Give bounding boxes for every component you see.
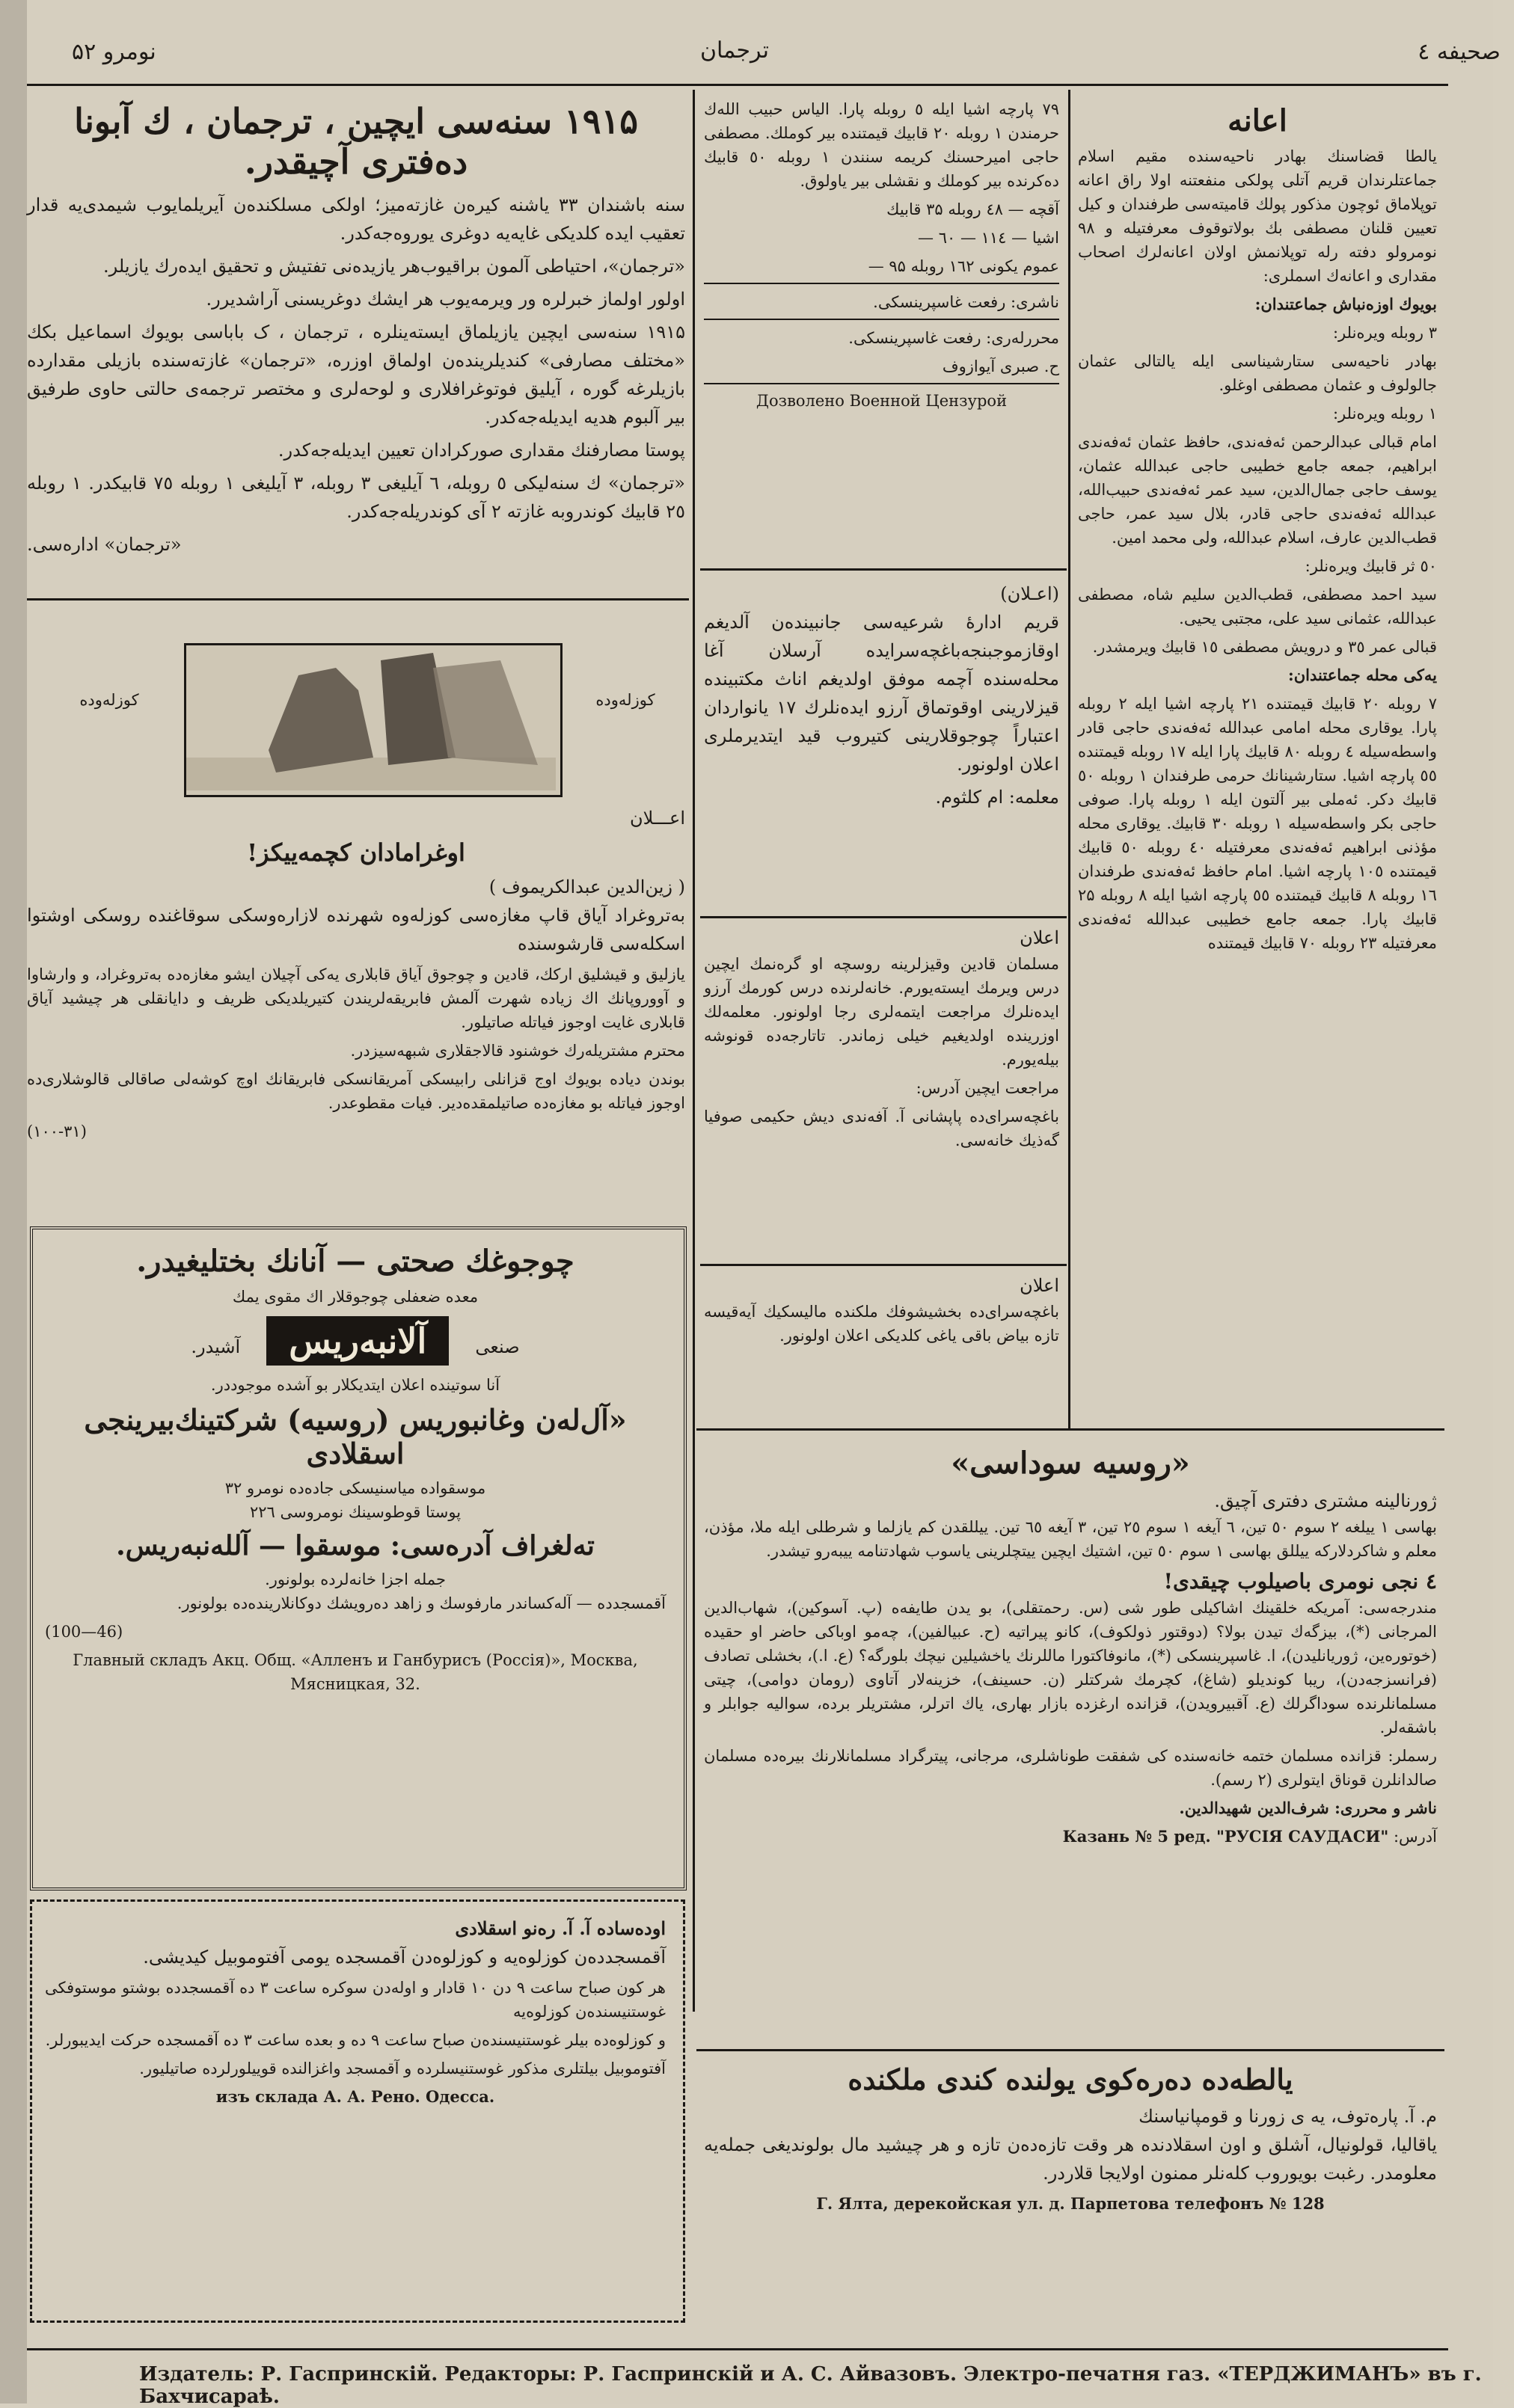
middle-ad-2-text: مسلمان قادین وقیزلرینه روسچه او گره‌نمك ایچین درس ویرمك ایسته‌یورم. خانه‌لرنده درس کورمك آرزو ایده‌نلرك مراجعت ایتمه‌لری رجا اولونور. معلمه‌لك اوزرینده اولدیغیم خیلی زماندر. تاتارجه‌ده قونوشه‌ بیله‌یورم.	[704, 955, 1059, 1069]
cocoa-ad-addr2: پوستا قوطوسینك نومروسی ۲۲٦	[249, 1503, 462, 1521]
rus-sauda-title: «روسیه سوداسی»	[951, 1446, 1190, 1481]
cocoa-ad-addr1: موسقواده میاسنیسکی جاده‌ده نومرو ۳۲	[224, 1479, 486, 1497]
shoe-illustration	[184, 643, 563, 797]
shoe-ad-code: (۱۰۰-۳۱)	[27, 1122, 87, 1140]
rule-middle-3	[700, 1264, 1067, 1266]
issue-number: نومرو ۵۲	[72, 39, 156, 65]
donations-l3-text: سید احمد مصطفی، قطب‌الدین سلیم شاه، مصطفی عبدالله، عثمانی سید علی، مجتبی یحیی.	[1078, 586, 1437, 627]
middle-ad-1	[704, 580, 1059, 816]
cocoa-ad-p1: آنا سوتینده اعلان ایتدیکلار بو آشده موجوددر.	[210, 1376, 500, 1394]
paper-name: ترجمان	[700, 37, 769, 64]
rule-yalta-top	[696, 2049, 1444, 2051]
middle-ad-3-heading: اعلان	[1020, 1275, 1059, 1296]
subscription-p2: «ترجمان»، احتیاطی آلمون براقیوب‌هر یازیده‌نی تفتیش و تحقیق ایده‌رك یازیلر.	[103, 256, 685, 277]
yalta-ad-sub: م. آ. پاره‌توف، یه ی زورنا و قومپانیاسنك	[1138, 2106, 1437, 2127]
shoe-ad-p2: یازلیق و قیشلیق ارکك، قادین و چوجوق آیاق قابلاری یه‌کی آچیلان ایشو مغازه‌ده به‌تروغراد، و وارشاوا و آووروپانك اك زیاده شهرت آلمش فابریقه‌لریندن کتیریلدیکی ظریف و دایانقلی هر چیشید آیاق قابلاری غایت اوجوز فیاتله صاتیلور.	[27, 965, 685, 1031]
editor-2: ح. صبری آیوازوف	[942, 357, 1059, 375]
middle-ad-1-sign: معلمه: ام کلثوم.	[935, 787, 1059, 808]
donation-sum-cash: آقچه — ٤٨ روبله ۳۵ قابیك	[886, 200, 1059, 218]
shoe-ad	[27, 804, 685, 1148]
donations-sub1: بویوك اوزه‌نباش جماعتندان:	[1254, 295, 1437, 313]
publisher-label: ناشری:	[1011, 293, 1059, 311]
middle-ad-2-heading: اعلان	[1020, 927, 1059, 948]
rule-rus-sauda-top	[696, 1428, 1444, 1431]
column-rule-left	[693, 90, 695, 2012]
middle-ad-1-text: قریم اداره‌ٔ شرعیه‌سی جانبینده‌ن آلدیغم اوقازموجبنجه‌باغچه‌سرایده آرسلان آغا محله‌سنده آچمه موفق اولدیغم اناث مکتبینده قیزلارینی اوقوتماق آرزو ایده‌نلرك ۱۷ یانواردان اعتباراً چوجوقلارینی کتیروب قید ایتدیرملری اعلان اولونور.	[704, 612, 1060, 775]
middle-ad-1-heading: (اعـلان)	[1000, 583, 1059, 604]
allenburys-logo: آلانبه‌ریس	[266, 1316, 449, 1366]
cocoa-ad-p3: آقمسجدده — آله‌کساندر مارفوسك و زاهد ده‌رویشك دوکانلارینده‌ده بولونور.	[177, 1594, 666, 1612]
subscription-p4: ۱۹۱۵ سنه‌سی ایچین یازیلماق ایسته‌ینلره ، ترجمان ، ک باباسی بویوك اسماعیل بکك «مختلف مصارفی» کندیلرینده‌ن اولماق اوزره، «ترجمان» غازته‌سنده بازیلی مقدارده بازیلرغه گوره ، آیلیق فوتوغرافلاری و لوحه‌لری و مختصر ترجمه‌ی حالتی حاوی طرفیق بیر آلبوم هدیه ایدیله‌جه‌کدر.	[27, 322, 685, 428]
middle-ad-3	[704, 1271, 1059, 1352]
shoe-ad-p3: محترم مشتریله‌رك خوشنود قالاجقلاری شبهه‌سیزدر.	[350, 1042, 685, 1060]
newspaper-page	[27, 0, 1501, 2408]
rus-sauda-p2: مندرجه‌سی: آمریکه‌ خلقینك اشاکیلی طور شی (س. رحمتقلی)، بو یدن طایفه‌ه (پ. آسوكین)، شهاب‌الدین المرجانی (*)، بیزگه‌ك تیدن بولا؟ (دوقتور ذولكوف)، کانو پیراتیه (ح. عبیالفین)، چه‌مو اوباکی حاضر او حقیده (خوتوره‌ین، ژوریانلیدن)، ا. غاسپرینسکی (*)، مانوفاکتورا ماللرنك یاخشیلین نیچك بلورگه؟ (ع. ا.)، بخشلی تصادف (فرانسزجه‌دن)، ریبا کوندیلو (شاغ)، کچرمك شرکتلر (ن. حسینف)، خزینه‌لار آتاوی (رومان دوامی)، چیتی مسلمانلرنده سوداگرلك (ع. آقبیرویدن)، قزانده ارغزده بازار بهاری، یاك اترلر، مشتریلر برده، سوالیه جوابلر و باشقه‌لر.	[704, 1599, 1437, 1736]
rus-sauda-p4: ناشر و محرری: شرف‌الدین شهیدالدین.	[1179, 1799, 1437, 1817]
cocoa-ad-title: چوجوغك صحتی — آنانك بختلیغیدر.	[136, 1244, 574, 1279]
shoe-ad-name: ( زین‌الدین عبدالکریموف )	[488, 876, 685, 897]
donations-title: اعانه	[1228, 103, 1287, 138]
censor-note: Дозволено Военной Цензурой	[756, 392, 1008, 410]
rus-sauda-p3: رسملر: قزانده مسلمان ختمه خانه‌سنده کی شفقت طوناشلری، مرجانی، پیترگراد مسلمانلارنك بیره‌ده مسلمان صالدانلرن قوناق ایتولری (۲ رسم).	[704, 1747, 1437, 1789]
subscription-p3: اولور اولماز خبرلره ور ویرمه‌یوب هر ایشك دوغریسنی آراشدیرر.	[206, 289, 685, 310]
yalta-ad-ru-addr: Г. Ялта, дерекойская ул. д. Парпетова телефонъ № 128	[816, 2194, 1325, 2213]
auto-ad-p4: آفتوموبیل بیلتلری مذکور غوستنیسلرده و آقمسجد واغزالنده قوییلورلرده صاتیلیور.	[139, 2060, 666, 2077]
imprint-footer: Издатель: Р. Гаспринскій. Редакторы: Р. Гаспринскій и А. С. Айвазовъ. Электро-печатня газ. «ТЕРДЖИМАНЪ» въ г. Бахчисараѣ.	[139, 2363, 1482, 2408]
donations-l1-text: بهادر ناحیه‌سی ستارشیناسی ایله یالتالی عثمان جالولوف و عثمان مصطفی اوغلو.	[1078, 352, 1437, 394]
subscription-p6: «ترجمان» ك سنه‌لیكی ٥ روبله، ٦ آیلیغی ۳ روبله، ۳ آیلیغی ۱ روبله ۷٥ قابیکدر. ۱ روبله ۲٥ قابیك کوندروبه غازته ۲ آی کوندریله‌جه‌کدر.	[27, 473, 685, 522]
donation-sum-total: عموم یکونی ۱٦۲ روبله ۹۵ —	[868, 257, 1059, 275]
subscription-p1: سنه باشندان ۳۳ یاشنه کیره‌ن غازته‌میز؛ اولکی مسلکنده‌ن آیریلمایوب شیمدی‌یه قدار تعقیب ایده کلدیکی غایه‌یه دوغری یوروه‌جه‌کدر.	[27, 194, 685, 244]
shoe-ad-p1: به‌تروغراد آیاق قاپ مغازه‌سی کوزله‌وه شهرنده لازارەوسکی سوقاغنده روسكی اوشتوا اسکله‌سی قارشوسنده	[27, 905, 685, 954]
donations-l2-text: امام قبالی عبدالرحمن ئه‌فه‌ندی، حافظ عثمان ئه‌فه‌ندی ابراهیم، جمعه جامع خطیبی حاجی عبدالله عثمان، یوسف حاجی جمال‌الدین، سید عمر ئه‌فه‌ندی حبیب‌الله، عبدالله ئه‌فه‌ندی حاجی قادر، بلال سید عمر، حاجی قطب‌الدین عارف، اسلام عبدالله، ولی محمد امین.	[1078, 433, 1437, 547]
auto-ad-p2: هر کون صباح ساعت ۹ دن ۱۰ قادار و اوله‌دن سوکره ساعت ۳ ده آقمسجدده بوشتو موستوفکی غوستنیسنده‌ن کوزلوه‌یه	[45, 1979, 666, 2021]
rule-middle-1	[700, 568, 1067, 571]
rus-sauda-sub: ژورنالینه مشتری دفتری آچیق.	[1214, 1490, 1437, 1511]
cocoa-ad-code: (46—100)	[45, 1623, 123, 1641]
cocoa-ad-right-word: صنعی	[475, 1336, 520, 1357]
cocoa-ad-ru-line: Главный складъ Акц. Общ. «Алленъ и Ганбурисъ (Россія)», Москва, Мясницкая, 32.	[73, 1651, 638, 1693]
cocoa-ad-sub: معده ضعفلی چوجوقلار اك مقوی یمك	[232, 1288, 479, 1306]
donation-continued: ۷۹ پارچه اشیا ایله ٥ روبله پارا. الیاس حبیب الله‌ك حرمندن ۱ روبله ۲۰ قابیك قیمتنده بیر کوملك. مصطفی حاجی امیرحسنك کریمه سنندن ۱ روبله ٥۰ قابیك ده‌کرنده بیر کوملك و نقشلی بیر یاولوق.	[704, 100, 1059, 190]
middle-ad-2	[704, 924, 1059, 1157]
donations-l4: قبالی عمر ۳٥ و درویش مصطفی ۱٥ قابیك ویرمشدر.	[1092, 638, 1437, 656]
donations-l3: ٥۰ ثر قابیك ویره‌نلر:	[1305, 557, 1437, 575]
middle-column-top	[704, 97, 1059, 417]
rule-middle-2	[700, 916, 1067, 918]
auto-ad-ru-line: изъ склада А. А. Рено. Одесса.	[215, 2087, 495, 2106]
cocoa-ad-company: «آل‌له‌ن وغانبوریس (روسیه) شرکتینك‌بیرینجی اسقلادی	[84, 1403, 627, 1470]
auto-ad-p1: آقمسجدده‌ن کوزلوه‌یه و کوزلوه‌دن آقمسجده یومی آفتوموبیل کیدیشی.	[143, 1947, 666, 1968]
rus-sauda-h2: ٤ نجی نومری باصیلوب چیقدی!	[1163, 1569, 1437, 1594]
header-rule	[27, 84, 1448, 86]
subscription-p5: پوستا مصارفنك مقداری صوركرادان تعیین ایدیله‌جه‌کدر.	[278, 440, 685, 461]
rule-below-subscription	[27, 598, 689, 601]
rus-sauda-p1: بهاسی ۱ ییلغه ۲ سوم ٥۰ تین، ٦ آیغه ۱ سوم ۲٥ تین، ۳ آیغه ٦٥ تین. ییللقدن کم یازلما و شرطلی ایله ملا، مؤذن، معلم و شاکردلارکه ییللق بهاسی ۱ سوم ٥۰ تین، اشتیك ایچین ییتچلرینی یاسوب شهادتنامه ییبه‌رو تیشدر.	[704, 1518, 1438, 1560]
editor-1: رفعت غاسپرینسکی.	[848, 329, 981, 347]
rus-sauda-addr-label: آدرس:	[1393, 1828, 1437, 1846]
subscription-sign: «ترجمان» اداره‌سی.	[27, 534, 182, 555]
donation-sum-items: اشیا — ۱۱٤ — ٦۰ —	[918, 229, 1059, 247]
shoe-ad-title: اوغرامادان کچمه‌ییکز!	[247, 838, 465, 867]
cocoa-ad-telegraph: ته‌لغراف آدره‌سی: موسقوا — آلله‌نبه‌ریس.	[116, 1530, 595, 1561]
subscription-title: ۱۹۱۵ سنه‌سی ایچین ، ترجمان ، ك آبونا ده‌فتری آچیقدر.	[74, 101, 638, 182]
donations-column	[1078, 97, 1437, 959]
donations-intro: یالطا قضاسنك بهادر ناحیه‌سنده مقیم اسلام جماعتلرندان قریم آتلی پولکی منفعتنه اولا راق اعانه توپلاماق ئوچون مذکور پولك قامیته‌سی طرفندان و کیل تعیین قلنان مصطفی بك بولاتوقوف معرفتیله و ۹۸ نومرولو دفته‌ رله توپلانمش اولان اعانه‌لرك اصحاب مقداری و اعانه‌ك اسملرى:	[1078, 147, 1437, 285]
yalta-ad-title: یالطه‌ده ده‌ره‌کوی یولنده کندی ملکنده	[848, 2063, 1293, 2096]
auto-ad-p3: و کوزلوه‌ده بیلر غوستنیسنده‌ن صباح ساعت ۹ ده و بعده ساعت ۳ ده آقمسجده حرکت ایدیبورلر.	[45, 2031, 666, 2049]
page-edge-strip	[0, 0, 28, 2404]
footer-rule	[27, 2348, 1448, 2350]
column-rule-right	[1068, 90, 1070, 1428]
middle-ad-2-addr2: باغچه‌سرای‌ده پاپشانی آ. آفه‌ندی دیش حکیمی صوفیا گه‌ذیك خانه‌سی.	[704, 1108, 1059, 1149]
shoe-side-word-left: کوزله‌وده	[79, 691, 139, 709]
publisher-name: رفعت غاسپرینسکی.	[873, 293, 1006, 311]
donations-sub2: یه‌کی محله جماعتندان:	[1288, 666, 1437, 684]
auto-ad-title: اوده‌ساده آ. آ. ره‌نو اسقلادی	[455, 1917, 666, 1939]
shoe-side-word-right: کوزله‌وده	[595, 691, 655, 709]
donations-l5: ۷ روبله ۲۰ قابیك قیمتنده ۲۱ پارچه اشیا ایله ۲ روبله پارا. یوقاری محله امامی عبدالله ئه‌فه‌ندی حاجی قادر واسطه‌سیله ٤ روبله ۸۰ قابیك پارا ایله ۱۷ روبله قیمتنده ٥٥ پارچه اشیا. ستارشینانك حرمی طرفندان ۱ روبله ٥۰ قابیك دکر. ئه‌ملی بیر آلتون ایله ۱ روبله پارا. صوفی حاجی بکر واسطه‌سیله ۱ روبله ۳۰ قابیك. یوقاری محله مؤذنی ابراهیم ئه‌فه‌ندی معرفتیله ٤۰ روبله ٥۰ قابیك قیمتنده ۱۰٥ پارچه اشیا. امام حافظ ئه‌فه‌ندی طرفندان ۱٦ روبله ۸ قابیك قیمتنده ٥٥ پارچه اشیا ایله ۸ روبله ۲۵ قابیك پارا. جمعه جامع خطیبی عبدالله ئه‌فه‌ندی معرفتیله ۲۳ روبله ۷۰ قابیك قیمتنده	[1078, 695, 1438, 952]
donations-l1: ۳ روبله ویره‌نلر:	[1332, 324, 1437, 342]
middle-ad-3-text: باغچه‌سرای‌ده بخشیشوفك ملکنده مالیسکیك آیه‌قیسه تازه بیاض باقی یاغی کلدیکی اعلان اولونور.	[704, 1303, 1059, 1345]
donations-l2: ۱ روبله ویره‌نلر:	[1332, 405, 1437, 423]
boot-sketch-icon	[186, 645, 556, 790]
shoe-ad-p4: بوندن دیاده بویوك اوج قزانلی رابیسکی آمریقانسکی فابریقانك اوچ کوشه‌لی صاقالی قالوشلاری‌ده اوجوز فیاتله بو مغازه‌ده صاتیلمقده‌دیر. فیات مقطوعدر.	[27, 1070, 685, 1112]
rus-sauda-ad	[704, 1440, 1437, 1853]
auto-ad	[45, 1914, 666, 2113]
subscription-ad	[27, 93, 685, 563]
middle-ad-2-addr: مراجعت ایچین آدرس:	[916, 1079, 1059, 1097]
page-header	[57, 25, 1514, 78]
yalta-ad	[704, 2057, 1437, 2220]
page-number: صحیفه ٤	[1418, 39, 1501, 65]
cocoa-ad	[45, 1238, 666, 1701]
cocoa-ad-left-word: آشیدر.	[191, 1336, 241, 1357]
cocoa-ad-p2: جمله اجزا خانه‌لرده بولونور.	[265, 1570, 446, 1588]
rus-sauda-addr: Казань № 5 ред. "РУСІЯ САУДАСИ"	[1062, 1827, 1389, 1846]
shoe-ad-heading: اعـــلان	[629, 808, 685, 829]
editors-label: محررله‌ری:	[986, 329, 1059, 347]
yalta-ad-p1: یاقالیا، قولونیال، آشلق و اون اسقلادنده هر وقت تازه‌ده‌ن تازه و هر چیشید مال بولوندیغی جمله‌یه معلومدر. رغبت بویوروب کله‌نلر ممنون اولایجا قلاردر.	[704, 2134, 1437, 2184]
